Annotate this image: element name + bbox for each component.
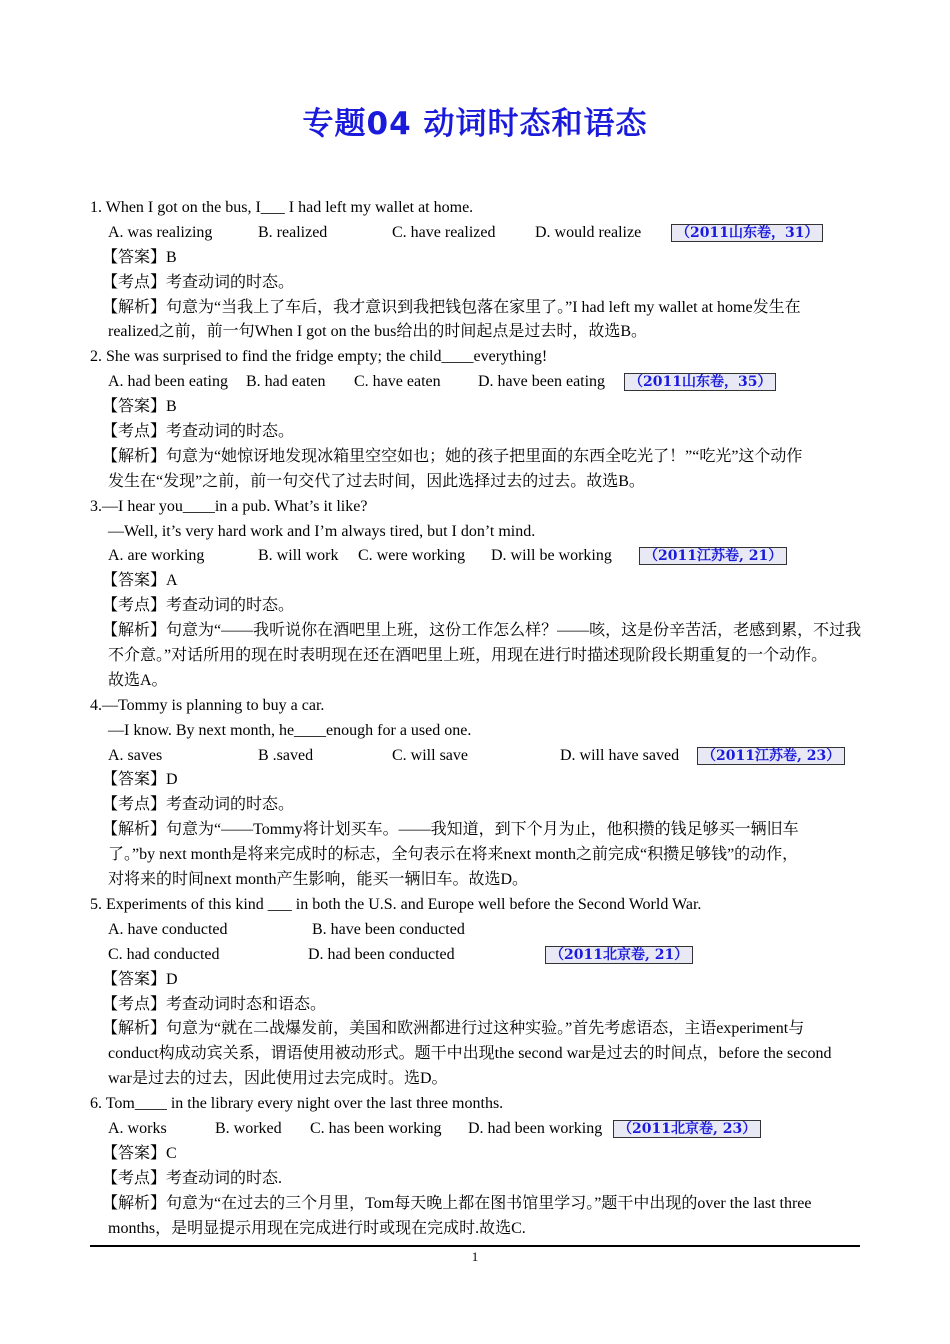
q5-stem: 5. Experiments of this kind ___ in both the U.S. and Europe well before the Second World War. [90,895,702,913]
q3-option-b: B. will work [258,547,339,565]
q2-option-c: C. have eaten [354,373,441,391]
q4-options [90,744,862,769]
analysis-text: 句意为“当我上了车后，我才意识到我把钱包落在家里了。”I had left my wallet at home发生在 [166,298,801,316]
q5-answer [90,968,862,993]
analysis-text: 句意为“在过去的三个月里，Tom每天晚上都在图书馆里学习。”题干中出现的over the last three [166,1194,812,1212]
analysis-label: 【解析】 [102,622,167,640]
q6-answer [90,1142,862,1167]
q4-analysis-cont: 了。”by next month是将来完成时的标志，全句表示在将来next month之前完成“积攒足够钱”的动作， [108,846,799,864]
q5-analysis [90,1017,862,1042]
point-text: 考查动词的时态。 [166,273,295,291]
q1-answer [90,246,862,271]
q2-analysis [90,445,862,470]
q6-option-a: A. works [108,1119,167,1137]
q1-stem: 1. When I got on the bus, I___ I had left my wallet at home. [90,199,474,216]
q2-source-badge: （2011山东卷，35） [624,373,776,391]
q5-analysis-cont: conduct构成动宾关系，谓语使用被动形式。题干中出现the second war是过去的时间点，before the second [108,1045,832,1063]
analysis-label: 【解析】 [102,447,167,465]
answer-value: D [166,970,178,988]
point-label: 【考点】 [102,423,167,441]
q2-option-d: D. have been eating [478,373,606,391]
analysis-label: 【解析】 [102,821,167,839]
q1-option-b: B. realized [258,223,328,241]
answer-value: C [166,1144,177,1162]
q5-options-row2 [90,943,862,968]
q3-point [90,594,862,619]
point-label: 【考点】 [102,796,167,814]
q5-option-c: C. had conducted [108,945,220,963]
analysis-label: 【解析】 [102,1020,167,1038]
q3-analysis [90,619,862,644]
q6-option-d: D. had been working [468,1119,603,1137]
q1-option-c: C. have realized [392,223,496,241]
point-text: 考查动词的时态。 [166,796,295,814]
answer-label: 【答案】 [102,398,167,416]
q2-analysis-cont: 发生在“发现”之前，前一句交代了过去时间，因此选择过去的过去。故选B。 [108,472,645,490]
point-label: 【考点】 [102,1169,167,1187]
question-list [90,196,862,1241]
q3-option-a: A. are working [108,547,205,565]
q2-point [90,420,862,445]
q2-answer [90,395,862,420]
page-title: 专题04 动词时态和语态 [302,106,648,142]
q3-stem: 3.—I hear you____in a pub. What’s it like? [90,497,368,515]
q3-analysis-cont2: 故选A。 [108,671,168,689]
q3-answer [90,569,862,594]
q2-options [90,370,862,395]
q2-option-a: A. had been eating [108,373,228,391]
q6-option-c: C. has been working [310,1119,442,1137]
q6-options [90,1117,862,1142]
point-text: 考查动词的时态。 [166,597,295,615]
q1-source-badge: （2011山东卷，31） [671,224,823,242]
q4-option-a: A. saves [108,746,163,764]
answer-label: 【答案】 [102,1144,167,1162]
q1-analysis [90,296,862,321]
point-label: 【考点】 [102,273,167,291]
analysis-label: 【解析】 [102,1194,167,1212]
q4-analysis [90,818,862,843]
analysis-label: 【解析】 [102,298,167,316]
answer-value: D [166,771,178,789]
q3-source-badge: （2011江苏卷, 21） [639,547,787,565]
q1-options [90,221,862,246]
q1-option-d: D. would realize [535,223,642,241]
q1-analysis-cont: realized之前，前一句When I got on the bus给出的时间起点是过去时，故选B。 [108,323,648,341]
footer-divider [90,1245,860,1247]
answer-label: 【答案】 [102,771,167,789]
answer-value: A [166,572,178,590]
q4-stem: 4.—Tommy is planning to buy a car. [90,696,325,714]
q2-stem: 2. She was surprised to find the fridge empty; the child____everything! [90,348,548,366]
q6-analysis [90,1192,862,1217]
analysis-text: 句意为“——我听说你在酒吧里上班，这份工作怎么样？——咳，这是份辛苦活，老感到累，不过我 [166,622,862,640]
q5-option-d: D. had been conducted [308,945,455,963]
answer-label: 【答案】 [102,572,167,590]
q3-option-d: D. will be working [491,547,612,565]
answer-value: B [166,248,177,266]
q3-stem-cont: —Well, it’s very hard work and I’m always tired, but I don’t mind. [108,522,536,540]
q4-stem-cont: —I know. By next month, he____enough for a used one. [108,721,472,739]
q5-option-a: A. have conducted [108,920,228,938]
q5-source-badge: （2011北京卷, 21） [545,946,693,964]
q4-analysis-cont2: 对将来的时间next month产生影响，能买一辆旧车。故选D。 [108,871,528,889]
q4-option-c: C. will save [392,746,468,764]
q4-option-d: D. will have saved [560,746,680,764]
q6-point [90,1167,862,1192]
answer-label: 【答案】 [102,248,167,266]
answer-label: 【答案】 [102,970,167,988]
point-text: 考查动词的时态. [166,1169,283,1187]
q5-analysis-cont2: war是过去的过去，因此使用过去完成时。选D。 [108,1070,448,1088]
q4-source-badge: （2011江苏卷, 23） [697,747,845,765]
point-text: 考查动词时态和语态。 [166,995,327,1013]
q6-source-badge: （2011北京卷, 23） [613,1120,761,1138]
point-label: 【考点】 [102,995,167,1013]
q5-options-row1 [90,918,862,943]
q4-point [90,793,862,818]
q4-answer [90,768,862,793]
q3-analysis-cont: 不介意。”对话所用的现在时表明现在还在酒吧里上班，用现在进行时描述现阶段长期重复的一个动作。 [108,647,828,665]
q6-stem: 6. Tom____ in the library every night over the last three months. [90,1095,504,1113]
q5-option-b: B. have been conducted [312,920,465,938]
point-text: 考查动词的时态。 [166,423,295,441]
q2-option-b: B. had eaten [246,373,326,391]
page-number: 1 [471,1249,479,1264]
analysis-text: 句意为“——Tommy将计划买车。——我知道，到下个月为止，他积攒的钱足够买一辆旧车 [166,821,799,839]
q6-option-b: B. worked [215,1119,282,1137]
q5-point [90,993,862,1018]
q3-option-c: C. were working [358,547,466,565]
q4-option-b: B .saved [258,746,314,764]
q6-analysis-cont: months，是明显提示用现在完成进行时或现在完成时.故选C. [108,1219,526,1237]
q1-point [90,271,862,296]
analysis-text: 句意为“她惊讶地发现冰箱里空空如也；她的孩子把里面的东西全吃光了！”“吃光”这个动作 [166,447,803,465]
point-label: 【考点】 [102,597,167,615]
q1-option-a: A. was realizing [108,223,213,241]
q3-options [90,544,862,569]
answer-value: B [166,398,177,416]
analysis-text: 句意为“就在二战爆发前，美国和欧洲都进行过这种实验。”首先考虑语态，主语experiment与 [166,1020,805,1038]
